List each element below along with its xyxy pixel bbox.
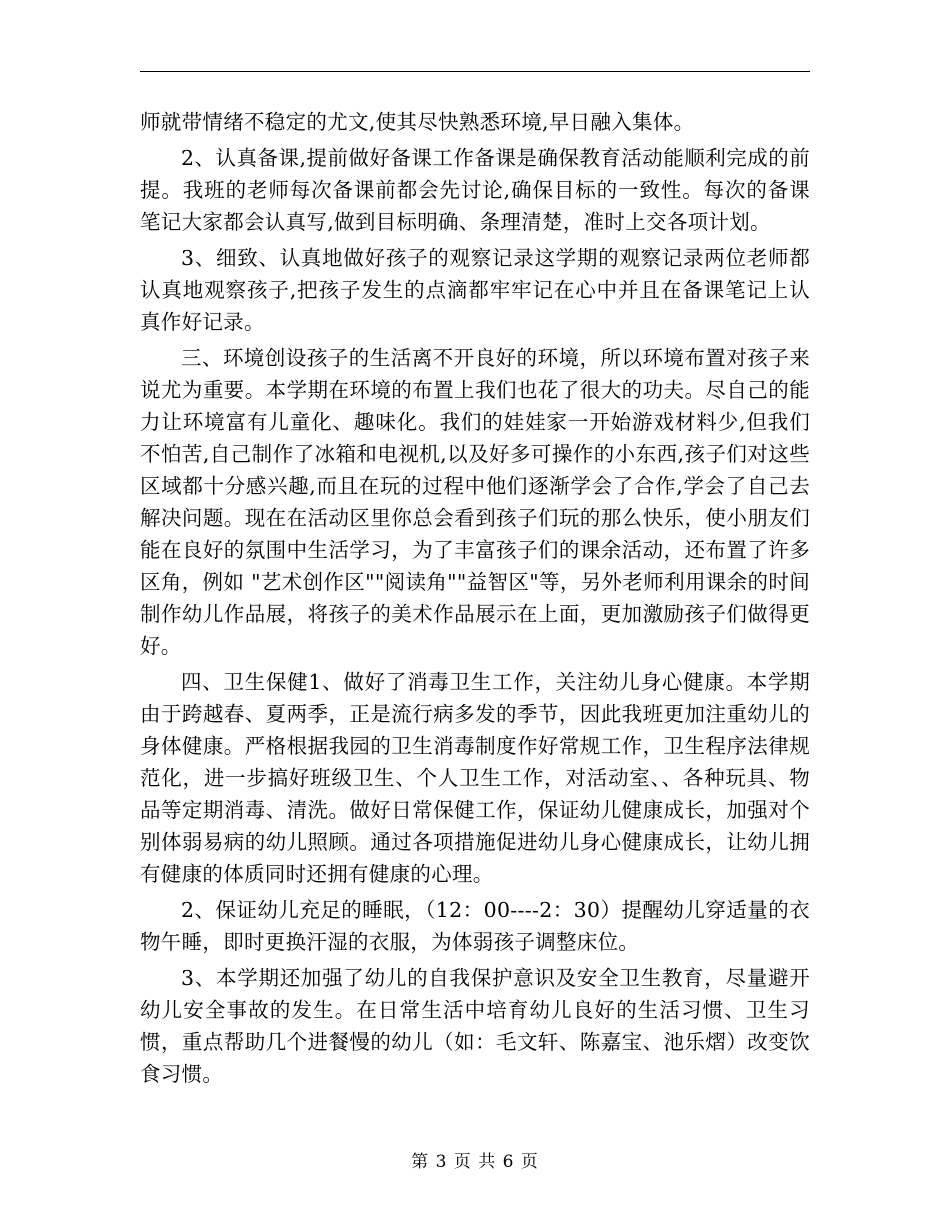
paragraph: 四、卫生保健1、做好了消毒卫生工作，关注幼儿身心健康。本学期由于跨越春、夏两季，正是流行病多发的季节，因此我班更加注重幼儿的身体健康。严格根据我园的卫生消毒制度作好常规工作，卫生程序法律规范化，进一步搞好班级卫生、个人卫生工作，对活动室、、各种玩具、物品等定期消毒、清洗。做好日常保健工作，保证幼儿健康成长，加强对个别体弱易病的幼儿照顾。通过各项措施促进幼儿身心健康成长，让幼儿拥有健康的体质同时还拥有健康的心理。 [140,670,810,886]
paragraph: 3、本学期还加强了幼儿的自我保护意识及安全卫生教育，尽量避开幼儿安全事故的发生。在日常生活中培育幼儿良好的生活习惯、卫生习惯，重点帮助几个进餐慢的幼儿（如：毛文轩、陈嘉宝、池乐熠）改变饮食习惯。 [140,966,810,1086]
header-rule [140,71,810,72]
paragraph: 2、认真备课,提前做好备课工作备课是确保教育活动能顺利完成的前提。我班的老师每次备课前都会先讨论,确保目标的一致性。每次的备课笔记大家都会认真写,做到目标明确、条理清楚，准时上交各项计划。 [140,146,810,234]
page-footer: 第 3 页 共 6 页 [411,1152,539,1172]
body-text [140,106,810,1094]
paragraph: 师就带情绪不稳定的尤文,使其尽快熟悉环境,早日融入集体。 [140,110,695,134]
paragraph: 3、细致、认真地做好孩子的观察记录这学期的观察记录两位老师都认真地观察孩子,把孩子发生的点滴都牢牢记在心中并且在备课笔记上认真作好记录。 [140,246,810,334]
paragraph: 三、环境创设孩子的生活离不开良好的环境，所以环境布置对孩子来说尤为重要。本学期在环境的布置上我们也花了很大的功夫。尽自己的能力让环境富有儿童化、趣味化。我们的娃娃家一开始游戏材料少,但我们不怕苦,自己制作了冰箱和电视机,以及好多可操作的小东西,孩子们对这些区域都十分感兴趣,而且在玩的过程中他们逐渐学会了合作,学会了自己去解决问题。现在在活动区里你总会看到孩子们玩的那么快乐，使小朋友们能在良好的氛围中生活学习，为了丰富孩子们的课余活动，还布置了许多区角，例如 "艺术创作区""阅读角""益智区"等，另外老师利用课余的时间制作幼儿作品展，将孩子的美术作品展示在上面，更加激励孩子们做得更好。 [140,346,810,658]
paragraph: 2、保证幼儿充足的睡眠，（12：00----2：30）提醒幼儿穿适量的衣物午睡，即时更换汗湿的衣服，为体弱孩子调整床位。 [140,898,810,954]
